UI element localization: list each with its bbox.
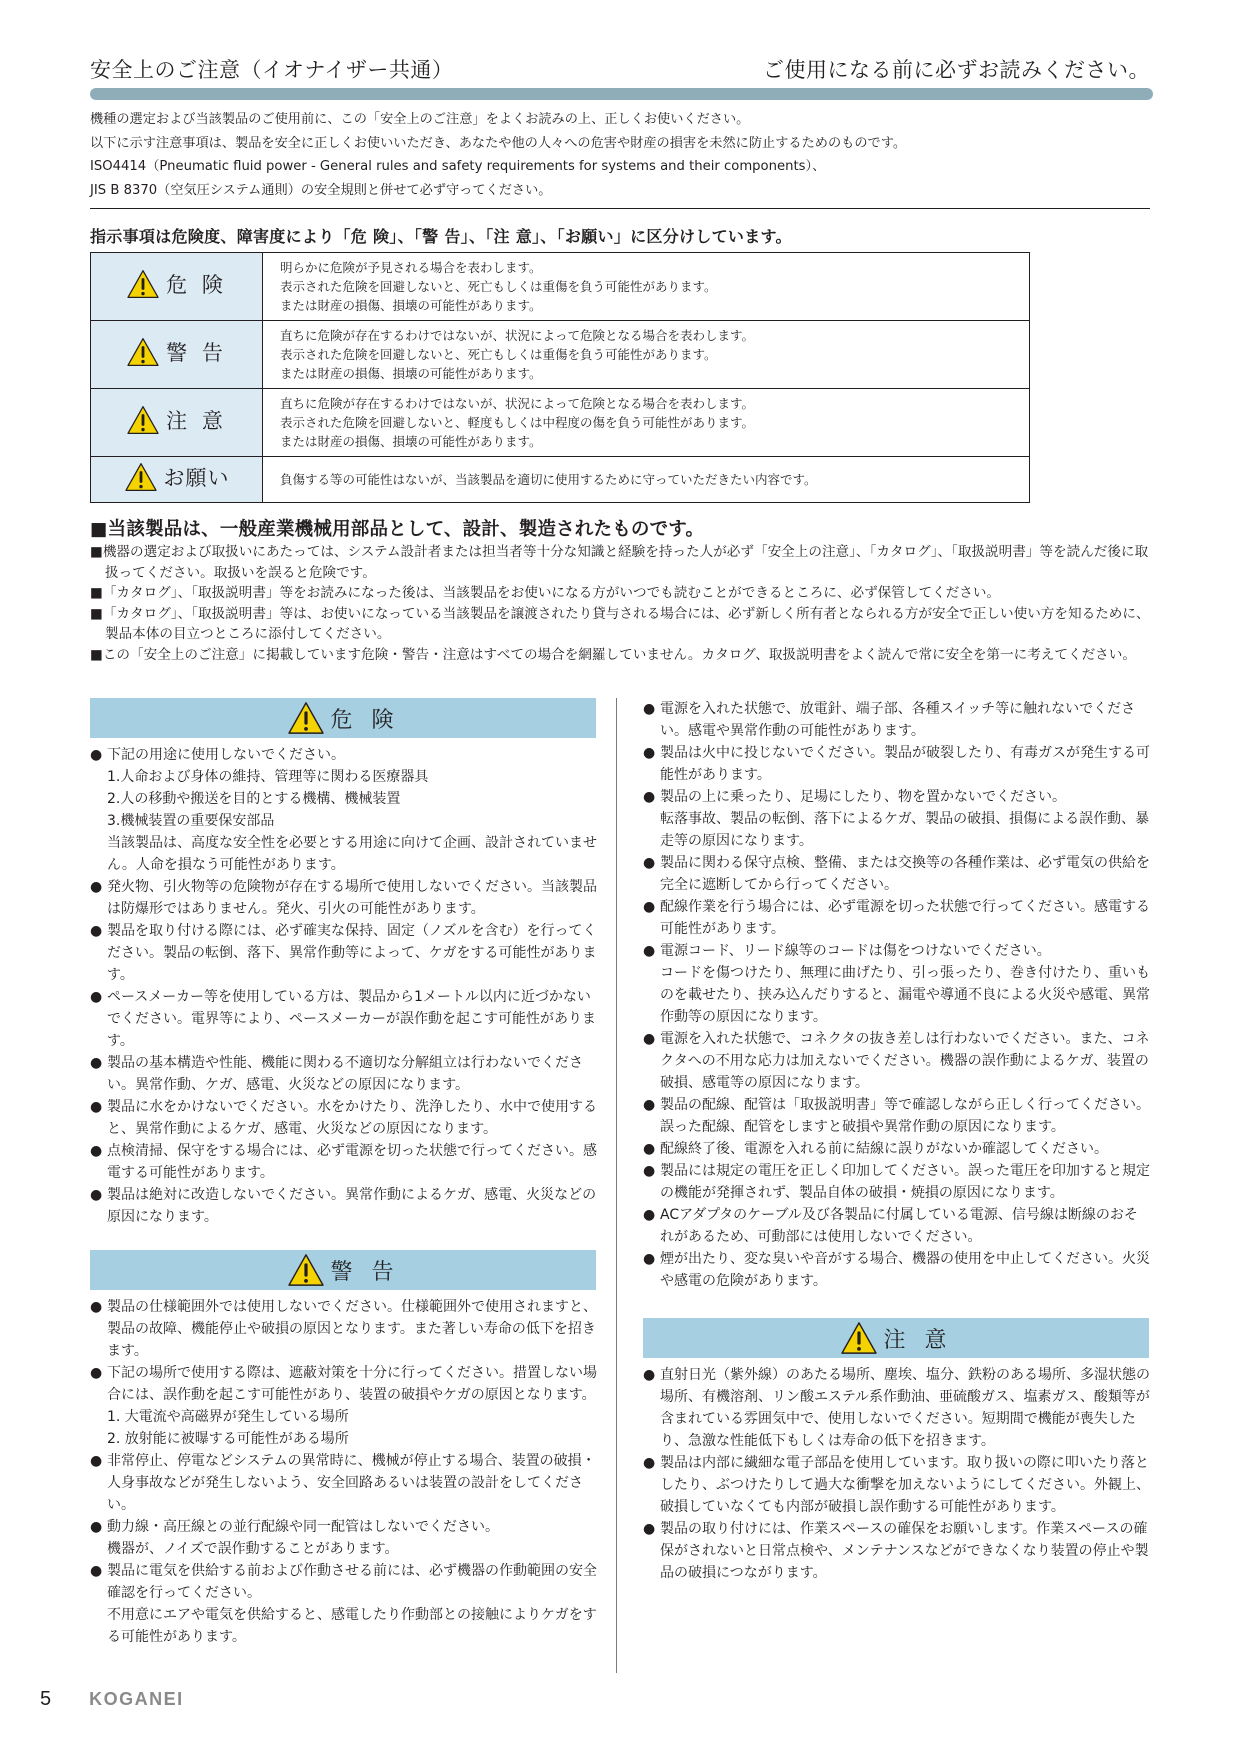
warning-triangle-icon xyxy=(126,337,160,367)
page-number: 5 xyxy=(40,1687,52,1710)
section-title: 危 険 xyxy=(330,707,400,733)
section-title: 注 意 xyxy=(883,1327,953,1353)
intro-line: ISO4414（Pneumatic fluid power - General rules and safety requirements for systems and their components）、 xyxy=(90,159,826,174)
legend-label: 警 告 xyxy=(166,341,227,365)
caution-items xyxy=(643,1364,1151,1584)
warning-items xyxy=(90,1296,598,1648)
list-item: ● 製品の配線、配管は「取扱説明書」等で確認しながら正しく行ってください。誤った配線、配管をしますと破損や異常作動の原因になります。 xyxy=(643,1094,1151,1138)
list-item: ● 煙が出たり、変な臭いや音がする場合、機器の使用を中止してください。火災や感電の危険があります。 xyxy=(643,1248,1151,1292)
column-divider xyxy=(616,698,617,1673)
bullet-icon: ● xyxy=(643,899,656,915)
list-item: ● 製品に水をかけないでください。水をかけたり、洗浄したり、水中で使用すると、異常作動によるケガ、感電、火災などの原因になります。 xyxy=(90,1096,598,1140)
bullet-icon: ● xyxy=(643,1207,656,1223)
warning-triangle-icon xyxy=(126,405,160,435)
legend-desc-line: または財産の損傷、損壊の可能性があります。 xyxy=(280,298,542,313)
right-column xyxy=(643,698,1151,1584)
list-item: ● 配線作業を行う場合には、必ず電源を切った状態で行ってください。感電する可能性があります。 xyxy=(643,896,1151,940)
bullet-icon: ● xyxy=(643,789,656,805)
general-statement xyxy=(90,518,1150,665)
bullet-icon: ● xyxy=(643,745,656,761)
bullet-icon: ● xyxy=(90,1453,103,1469)
bullet-icon: ● xyxy=(90,1563,103,1579)
brand-logo: KOGANEI xyxy=(89,1688,184,1709)
list-item: ● ACアダプタのケーブル及び各製品に付属している電源、信号線は断線のおそれがあるため、可動部には使用しないでください。 xyxy=(643,1204,1151,1248)
warning-triangle-icon xyxy=(126,269,160,299)
legend-row-request xyxy=(91,457,1030,503)
legend-desc-line: 明らかに危険が予見される場合を表わします。 xyxy=(280,260,542,275)
legend-label: 危 険 xyxy=(166,273,227,297)
bullet-icon: ● xyxy=(90,923,103,939)
bullet-icon: ● xyxy=(643,1141,656,1157)
intro-paragraph xyxy=(90,108,1150,202)
bullet-icon: ● xyxy=(643,1031,656,1047)
list-item: ● 製品の仕様範囲外では使用しないでください。仕様範囲外で使用されますと、製品の故障、機能停止や破損の原因となります。また著しい寿命の低下を招きます。 xyxy=(90,1296,598,1362)
danger-items xyxy=(90,744,598,1228)
warning-triangle-icon xyxy=(840,1321,878,1355)
list-item: ● 製品は火中に投じないでください。製品が破裂したり、有毒ガスが発生する可能性があります。 xyxy=(643,742,1151,786)
bullet-icon: ● xyxy=(643,855,656,871)
bullet-icon: ● xyxy=(90,1519,103,1535)
classification-title: 指示事項は危険度、障害度により「危 険」、「警 告」、「注 意」、「お願い」に区分けしています。 xyxy=(90,227,792,246)
bullet-icon: ● xyxy=(90,879,103,895)
list-item: ● 配線終了後、電源を入れる前に結線に誤りがないか確認してください。 xyxy=(643,1138,1151,1160)
legend-desc-line: 表示された危険を回避しないと、死亡もしくは重傷を負う可能性があります。 xyxy=(280,347,717,362)
legend-desc-line: または財産の損傷、損壊の可能性があります。 xyxy=(280,366,542,381)
page-subtitle: ご使用になる前に必ずお読みください。 xyxy=(763,58,1150,82)
statement-item: ■機器の選定および取扱いにあたっては、システム設計者または担当者等十分な知識と経験を持った人が必ず「安全上の注意」、「カタログ」、「取扱説明書」等を読んだ後に取扱ってください。取扱いを誤ると危険です。 xyxy=(90,544,1149,581)
list-item: ● 製品には規定の電圧を正しく印加してください。誤った電圧を印加すると規定の機能が発揮されず、製品自体の破損・焼損の原因になります。 xyxy=(643,1160,1151,1204)
bullet-icon: ● xyxy=(90,747,103,763)
list-item: ● 電源を入れた状態で、コネクタの抜き差しは行わないでください。また、コネクタへの不用な応力は加えないでください。機器の誤作動によるケガ、装置の破損、感電等の原因になります。 xyxy=(643,1028,1151,1094)
caution-section-header xyxy=(643,1318,1149,1358)
page-footer xyxy=(40,1684,184,1714)
legend-desc-line: 直ちに危険が存在するわけではないが、状況によって危険となる場合を表わします。 xyxy=(280,396,755,411)
statement-item: ■「カタログ」、「取扱説明書」等をお読みになった後は、当該製品をお使いになる方がいつでも読むことができるところに、必ず保管してください。 xyxy=(90,585,1001,601)
warning-triangle-icon xyxy=(287,1253,325,1287)
list-item: ● 製品に電気を供給する前および作動させる前には、必ず機器の作動範囲の安全確認を行ってください。 不用意にエアや電気を供給すると、感電したり作動部との接触によりケガをする可能性があります。 xyxy=(90,1560,598,1648)
bullet-icon: ● xyxy=(643,1367,656,1383)
list-item: ● 電源を入れた状態で、放電針、端子部、各種スイッチ等に触れないでください。感電や異常作動の可能性があります。 xyxy=(643,698,1151,742)
list-item: ● 製品の基本構造や性能、機能に関わる不適切な分解組立は行わないでください。異常作動、ケガ、感電、火災などの原因になります。 xyxy=(90,1052,598,1096)
left-column xyxy=(90,698,598,1648)
list-item: ● 製品は内部に繊細な電子部品を使用しています。取り扱いの際に叩いたり落としたり、ぶつけたりして過大な衝撃を加えないようにしてください。外観上、破損していなくても内部が破損し誤作動する可能性があります。 xyxy=(643,1452,1151,1518)
list-item: ● 発火物、引火物等の危険物が存在する場所で使用しないでください。当該製品は防爆形ではありません。発火、引火の可能性があります。 xyxy=(90,876,598,920)
list-item: ● 製品の上に乗ったり、足場にしたり、物を置かないでください。 転落事故、製品の転倒、落下によるケガ、製品の破損、損傷による誤作動、暴走等の原因になります。 xyxy=(643,786,1151,852)
legend-desc-line: 表示された危険を回避しないと、軽度もしくは中程度の傷を負う可能性があります。 xyxy=(280,415,755,430)
bullet-icon: ● xyxy=(90,1055,103,1071)
list-item: ● 非常停止、停電などシステムの異常時に、機械が停止する場合、装置の破損・人身事故などが発生しないよう、安全回路あるいは装置の設計をしてください。 xyxy=(90,1450,598,1516)
bullet-icon: ● xyxy=(90,1143,103,1159)
list-item: ● 直射日光（紫外線）のあたる場所、塵埃、塩分、鉄粉のある場所、多湿状態の場所、有機溶剤、リン酸エステル系作動油、亜硫酸ガス、塩素ガス、酸類等が含まれている雰囲気中で、使用しないでください。短期間で機能が喪失したり、急激な性能低下もしくは寿命の低下を招きます。 xyxy=(643,1364,1151,1452)
header-bar-divider xyxy=(90,88,1153,100)
intro-line: 機種の選定および当該製品のご使用前に、この「安全上のご注意」をよくお読みの上、正しくお使いください。 xyxy=(90,112,750,127)
danger-section-header xyxy=(90,698,596,738)
statement-item: ■「カタログ」、「取扱説明書」等は、お使いになっている当該製品を譲渡されたり貸与される場合には、必ず新しく所有者となられる方が安全で正しい使い方を知るために、製品本体の目立つところに添付してください。 xyxy=(90,605,1150,642)
bullet-icon: ● xyxy=(90,1187,103,1203)
statement-item: ■この「安全上のご注意」に掲載しています危険・警告・注意はすべての場合を網羅していません。カタログ、取扱説明書をよく読んで常に安全を第一に考えてください。 xyxy=(90,646,1136,663)
list-item: ● 電源コード、リード線等のコードは傷をつけないでください。 コードを傷つけたり、無理に曲げたり、引っ張ったり、巻き付けたり、重いものを載せたり、挟み込んだりすると、漏電や導通不良による火災や感電、異常作動等の原因になります。 xyxy=(643,940,1151,1028)
page-header xyxy=(90,54,1150,86)
list-item: ● 製品を取り付ける際には、必ず確実な保持、固定（ノズルを含む）を行ってください。製品の転倒、落下、異常作動等によって、ケガをする可能性があります。 xyxy=(90,920,598,986)
bullet-icon: ● xyxy=(643,1163,656,1179)
bullet-icon: ● xyxy=(643,1455,656,1471)
list-item: ● 製品の取り付けには、作業スペースの確保をお願いします。作業スペースの確保がされないと日常点検や、メンテナンスなどができなくなり装置の停止や製品の破損につながります。 xyxy=(643,1518,1151,1584)
warning-items-continued xyxy=(643,698,1151,1292)
statement-heading: ■当該製品は、一般産業機械用部品として、設計、製造されたものです。 xyxy=(90,519,705,540)
divider-line xyxy=(90,208,1150,209)
legend-desc-line: 負傷する等の可能性はないが、当該製品を適切に使用するために守っていただきたい内容です。 xyxy=(280,472,817,487)
bullet-icon: ● xyxy=(643,943,656,959)
page-title: 安全上のご注意（イオナイザー共通） xyxy=(90,58,454,82)
bullet-icon: ● xyxy=(643,701,656,717)
warning-triangle-icon xyxy=(124,462,158,492)
intro-line: JIS B 8370（空気圧システム通則）の安全規則と併せて必ず守ってください。 xyxy=(90,182,552,198)
list-item: ● 下記の場所で使用する際は、遮蔽対策を十分に行ってください。措置しない場合には、誤作動を起こす可能性があり、装置の破損やケガの原因となります。 1. 大電流や高磁界が発生している場所 2. 放射能に被曝する可能性がある場所 xyxy=(90,1362,598,1450)
intro-line: 以下に示す注意事項は、製品を安全に正しくお使いいただき、あなたや他の人々への危害や財産の損害を未然に防止するためのものです。 xyxy=(90,135,907,151)
legend-row-danger xyxy=(91,253,1030,321)
warning-triangle-icon xyxy=(287,701,325,735)
list-item: ● 点検清掃、保守をする場合には、必ず電源を切った状態で行ってください。感電する可能性があります。 xyxy=(90,1140,598,1184)
legend-row-caution xyxy=(91,389,1030,457)
hazard-level-legend-table xyxy=(90,252,1030,503)
bullet-icon: ● xyxy=(90,1299,103,1315)
legend-label: 注 意 xyxy=(166,409,227,433)
bullet-icon: ● xyxy=(643,1521,656,1537)
list-item: ● 下記の用途に使用しないでください。 1.人命および身体の維持、管理等に関わる医療器具 2.人の移動や搬送を目的とする機構、機械装置 3.機械装置の重要保安部品 当該製品は、高度な安全性を必要とする用途に向けて企画、設計されていません。人命を損なう可能性があります。 xyxy=(90,744,598,876)
list-item: ● 製品は絶対に改造しないでください。異常作動によるケガ、感電、火災などの原因になります。 xyxy=(90,1184,598,1228)
bullet-icon: ● xyxy=(643,1097,656,1113)
list-item: ● 動力線・高圧線との並行配線や同一配管はしないでください。 機器が、ノイズで誤作動することがあります。 xyxy=(90,1516,598,1560)
bullet-icon: ● xyxy=(90,989,103,1005)
section-title: 警 告 xyxy=(330,1259,400,1285)
list-item: ● ペースメーカー等を使用している方は、製品から1メートル以内に近づかないでください。電界等により、ペースメーカーが誤作動を起こす可能性があります。 xyxy=(90,986,598,1052)
list-item: ● 製品に関わる保守点検、整備、または交換等の各種作業は、必ず電気の供給を完全に遮断してから行ってください。 xyxy=(643,852,1151,896)
legend-desc-line: 直ちに危険が存在するわけではないが、状況によって危険となる場合を表わします。 xyxy=(280,328,755,343)
warning-section-header xyxy=(90,1250,596,1290)
bullet-icon: ● xyxy=(90,1365,103,1381)
bullet-icon: ● xyxy=(643,1251,656,1267)
bullet-icon: ● xyxy=(90,1099,103,1115)
legend-label: お願い xyxy=(163,466,230,490)
legend-row-warning xyxy=(91,321,1030,389)
legend-desc-line: 表示された危険を回避しないと、死亡もしくは重傷を負う可能性があります。 xyxy=(280,279,717,294)
legend-desc-line: または財産の損傷、損壊の可能性があります。 xyxy=(280,434,542,449)
